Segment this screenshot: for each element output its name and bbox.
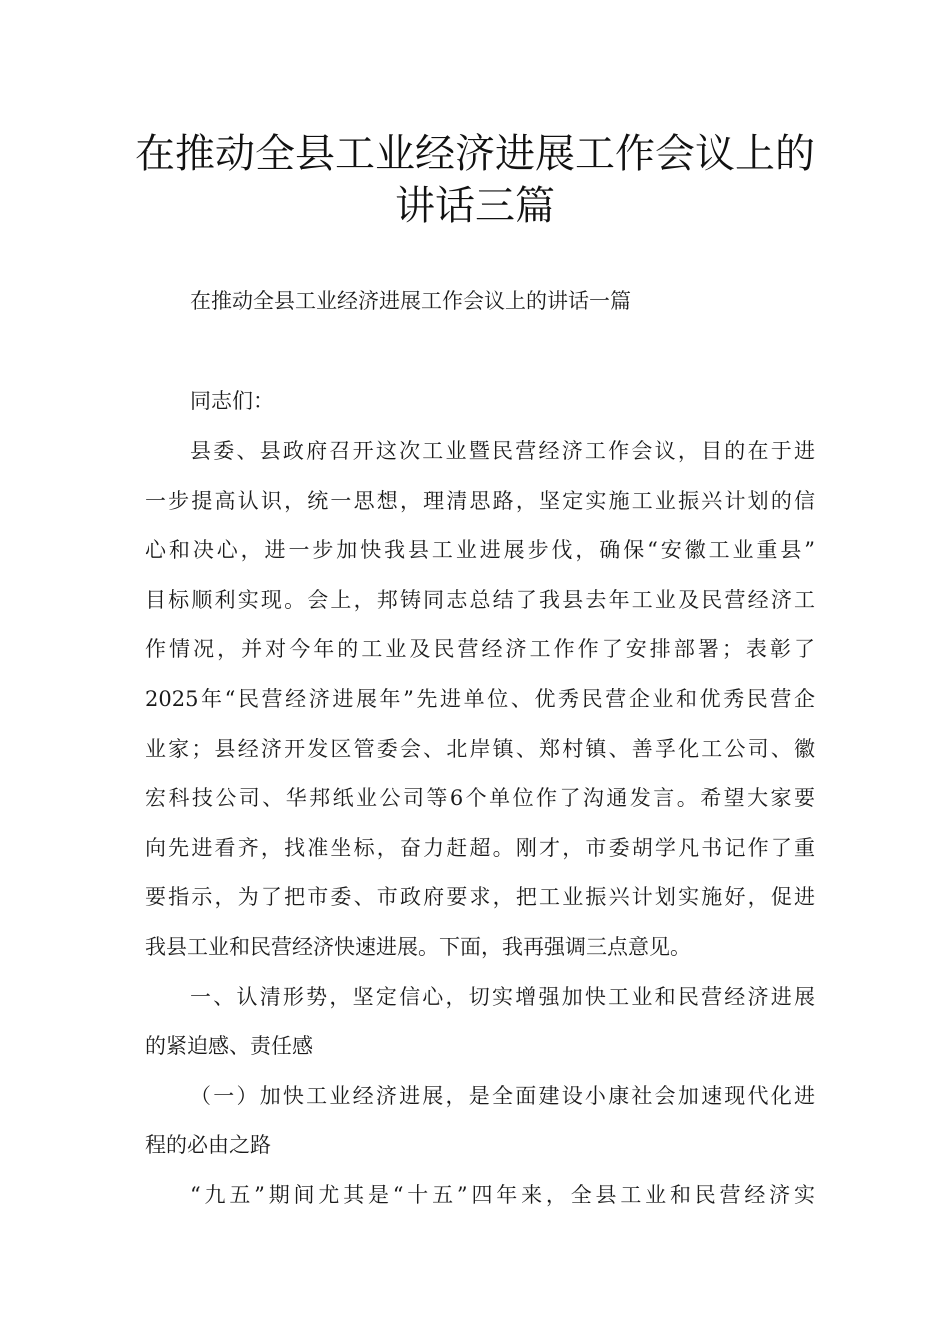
document-subtitle: 在推动全县工业经济进展工作会议上的讲话一篇 <box>190 289 631 313</box>
paragraph-line: 业家；县经济开发区管委会、北岸镇、郑村镇、善孚化工公司、徽 <box>145 736 815 761</box>
paragraph-line: 我县工业和民营经济快速进展。下面，我再强调三点意见。 <box>145 934 691 959</box>
document-title <box>100 128 850 232</box>
body-text <box>145 436 815 1230</box>
paragraph-line: 向先进看齐，找准坐标，奋力赶超。刚才，市委胡学凡书记作了重 <box>145 835 815 860</box>
paragraph-line: 心和决心，进一步加快我县工业进展步伐，确保“安徽工业重县” <box>145 538 815 563</box>
paragraph-line: 2025年“民营经济进展年”先进单位、优秀民营企业和优秀民营企 <box>145 686 815 711</box>
paragraph-line: 宏科技公司、华邦纸业公司等6个单位作了沟通发言。希望大家要 <box>145 786 815 811</box>
paragraph-line: 要指示，为了把市委、市政府要求，把工业振兴计划实施好，促进 <box>145 885 815 910</box>
paragraph-line: “九五”期间尤其是“十五”四年来，全县工业和民营经济实 <box>190 1182 815 1207</box>
section-heading-line: 一、认清形势，坚定信心，切实增强加快工业和民营经济进展 <box>190 984 815 1009</box>
paragraph-line: 一步提高认识，统一思想，理清思路，坚定实施工业振兴计划的信 <box>145 488 815 513</box>
subsection-heading-line: 程的必由之路 <box>145 1133 271 1158</box>
paragraph-line: 目标顺利实现。会上，邦铸同志总结了我县去年工业及民营经济工 <box>145 587 815 612</box>
paragraph-line: 作情况，并对今年的工业及民营经济工作作了安排部署；表彰了 <box>145 637 815 662</box>
section-heading-line: 的紧迫感、责任感 <box>145 1034 313 1059</box>
paragraph-line: 县委、县政府召开这次工业暨民营经济工作会议，目的在于进 <box>190 439 815 463</box>
title-line-1: 在推动全县工业经济进展工作会议上的 <box>135 131 815 177</box>
subsection-heading-line: （一）加快工业经济进展，是全面建设小康社会加速现代化进 <box>190 1083 815 1108</box>
salutation: 同志们： <box>190 389 274 413</box>
title-line-2: 讲话三篇 <box>395 183 555 229</box>
